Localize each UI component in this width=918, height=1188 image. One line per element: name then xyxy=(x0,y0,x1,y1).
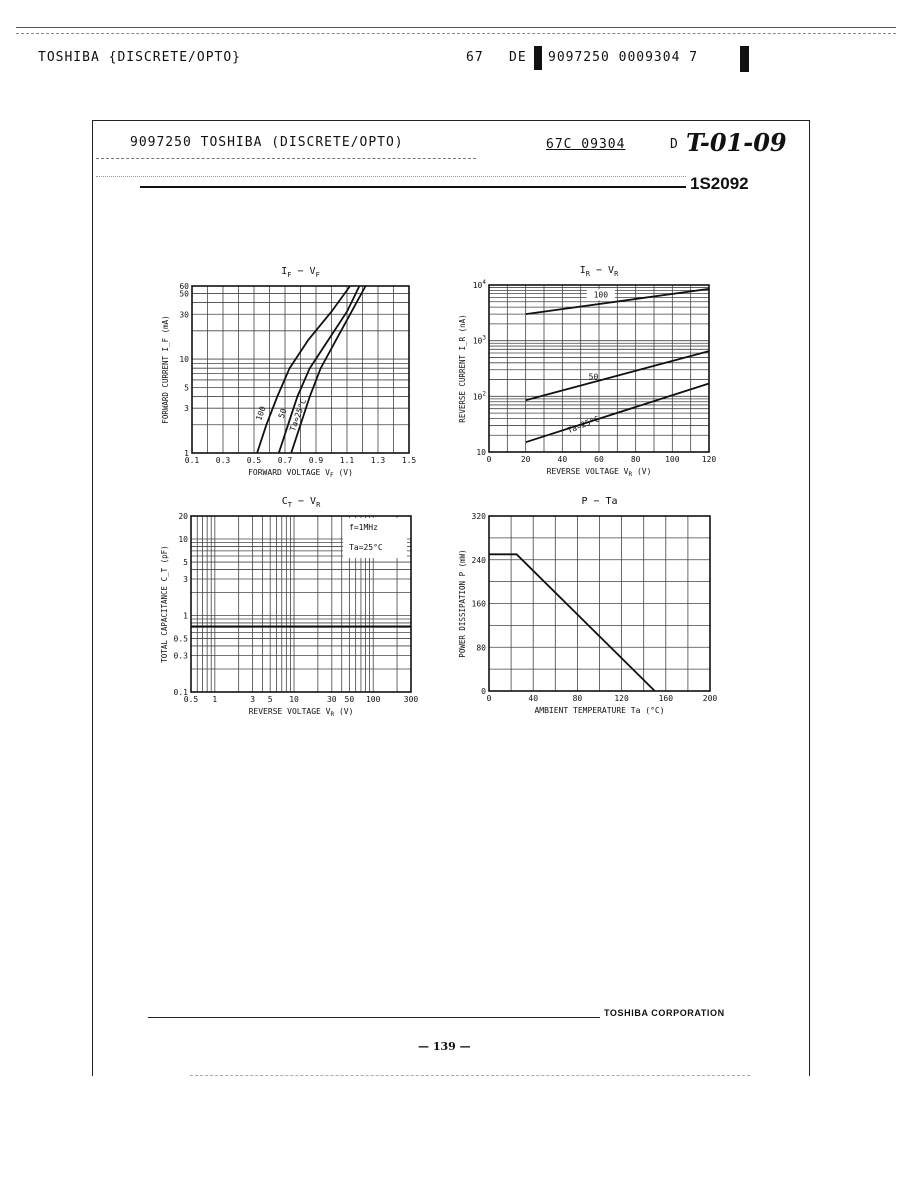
page-number: — 139 — xyxy=(418,1040,471,1053)
y-tick-label: 0.1 xyxy=(173,688,188,697)
x-tick-label: 30 xyxy=(326,695,337,704)
x-tick-label: 3 xyxy=(250,695,256,704)
y-tick-exponent: 4 xyxy=(482,279,486,286)
xlabel-main: FORWARD VOLTAGE V xyxy=(248,468,330,477)
x-tick-label: 1 xyxy=(212,695,218,704)
y-tick-exponent: 2 xyxy=(482,390,486,398)
xlabel-rest: (V) xyxy=(334,707,354,716)
x-tick-label: 5 xyxy=(267,695,273,704)
footer-rule xyxy=(148,1017,600,1018)
header-de: DE xyxy=(509,50,527,65)
y-tick-label: 0.5 xyxy=(173,634,188,644)
xlabel-sub: F xyxy=(330,472,334,479)
y-tick-label: 240 xyxy=(471,555,486,565)
chart-title xyxy=(282,496,321,509)
x-tick-label: 100 xyxy=(365,695,381,704)
annotation-text: f=1MHz xyxy=(349,523,378,532)
series-line-1 xyxy=(257,286,350,453)
title-sub: T xyxy=(287,501,292,509)
x-axis-label xyxy=(547,467,652,478)
x-axis-label xyxy=(249,707,354,718)
title-rest: − V xyxy=(291,496,317,507)
y-tick-label: 10 xyxy=(178,535,188,545)
x-tick-label: 0.1 xyxy=(184,456,200,465)
header-code: 67 xyxy=(466,50,484,65)
x-axis-label xyxy=(248,468,353,479)
xlabel-main: REVERSE VOLTAGE V xyxy=(546,467,629,476)
y-tick-label: 10 xyxy=(179,355,189,365)
x-tick-label: 80 xyxy=(572,694,583,703)
title-sub2: F xyxy=(315,271,320,279)
y-tick-label: 80 xyxy=(476,643,486,653)
series-label: 50 xyxy=(588,372,599,382)
frame-header-left: 9097250 TOSHIBA (DISCRETE/OPTO) xyxy=(130,135,404,150)
x-tick-label: 0.5 xyxy=(183,695,199,704)
y-tick-exponent: 3 xyxy=(482,334,486,342)
chart-2 xyxy=(458,265,716,478)
y-tick-label: $10^4$ xyxy=(472,279,486,290)
header-numbers: 9097250 0009304 7 xyxy=(548,50,699,65)
y-axis-label: FORWARD CURRENT I_F (mA) xyxy=(161,315,170,424)
x-tick-label: 120 xyxy=(701,455,717,464)
series-label: 100 xyxy=(254,405,268,422)
y-tick-label: 0 xyxy=(481,687,486,696)
title-main: C xyxy=(281,496,288,507)
title-sub2: R xyxy=(316,501,321,509)
series-label: Ta=25°C xyxy=(566,414,601,436)
y-tick-label: 1 xyxy=(184,449,189,458)
y-tick-label: 0.3 xyxy=(173,651,188,661)
title-main: P − Ta xyxy=(581,496,618,507)
footer-corporation: TOSHIBA CORPORATION xyxy=(604,1008,725,1018)
y-tick-label: 60 xyxy=(179,282,189,291)
y-tick-label: 50 xyxy=(179,289,189,299)
x-axis-label xyxy=(534,706,664,715)
series-label: 50 xyxy=(276,407,289,420)
y-axis-label: TOTAL CAPACITANCE C_T (pF) xyxy=(160,545,169,663)
y-tick-label: 1 xyxy=(183,611,188,621)
title-sub2: R xyxy=(614,270,619,278)
x-tick-label: 10 xyxy=(289,695,299,704)
x-tick-label: 0 xyxy=(486,455,492,464)
xlabel-main: AMBIENT TEMPERATURE Ta (°C) xyxy=(534,706,665,715)
y-tick-label: 320 xyxy=(471,512,486,521)
series-line-3 xyxy=(291,286,365,453)
part-number: 1S2092 xyxy=(690,174,749,193)
chart-title xyxy=(281,266,320,279)
chart-1 xyxy=(161,266,416,479)
x-tick-label: 160 xyxy=(658,694,674,703)
x-tick-label: 60 xyxy=(594,455,604,464)
x-tick-label: 0.3 xyxy=(215,456,231,465)
x-tick-label: 40 xyxy=(557,455,568,464)
x-tick-label: 20 xyxy=(520,455,531,464)
x-tick-label: 0 xyxy=(486,694,492,703)
y-tick-label: $10^3$ xyxy=(472,334,486,346)
title-sub: F xyxy=(287,271,292,279)
x-tick-label: 200 xyxy=(702,694,718,703)
header-left: TOSHIBA {DISCRETE/OPTO} xyxy=(38,50,242,65)
x-tick-label: 40 xyxy=(528,694,539,703)
title-rest: − V xyxy=(589,265,615,276)
x-tick-label: 100 xyxy=(665,455,680,464)
y-tick-label: 5 xyxy=(183,558,188,568)
series-line-1 xyxy=(489,554,655,691)
xlabel-sub: R xyxy=(330,711,335,718)
xlabel-rest: (V) xyxy=(333,468,353,477)
y-tick-label: 3 xyxy=(183,575,188,585)
y-tick-label: 3 xyxy=(184,404,189,414)
y-tick-label: 5 xyxy=(184,383,189,393)
xlabel-main: REVERSE VOLTAGE V xyxy=(248,707,331,716)
x-tick-label: 1.5 xyxy=(401,456,417,465)
y-tick-label: $10^2$ xyxy=(472,390,486,402)
y-tick-label: 20 xyxy=(178,512,188,521)
bottom-scan-line xyxy=(190,1075,750,1076)
title-sub: R xyxy=(585,270,590,278)
y-tick-label: 30 xyxy=(179,310,189,320)
x-tick-label: 0.5 xyxy=(246,456,262,465)
x-tick-label: 1.1 xyxy=(339,456,355,465)
x-tick-label: 300 xyxy=(403,695,419,704)
chart-title xyxy=(580,265,619,278)
x-tick-label: 0.9 xyxy=(308,456,324,465)
y-tick-label: 10 xyxy=(476,448,486,457)
x-tick-label: 1.3 xyxy=(370,456,386,465)
annotation-text: Ta=25°C xyxy=(349,543,383,552)
chart-3 xyxy=(160,496,418,718)
title-main: I xyxy=(579,265,586,276)
handwritten-code: T-01-09 xyxy=(686,128,787,157)
x-tick-label: 50 xyxy=(344,695,355,704)
chart-4 xyxy=(458,496,717,715)
x-tick-label: 80 xyxy=(630,455,641,464)
title-rest: − V xyxy=(291,266,316,277)
y-axis-label: POWER DISSIPATION P (mW) xyxy=(458,549,467,658)
y-tick-label: 160 xyxy=(471,599,486,609)
y-axis-label: REVERSE CURRENT I_R (nA) xyxy=(458,314,467,423)
x-tick-label: 120 xyxy=(614,694,629,703)
series-label: 100 xyxy=(593,290,609,300)
xlabel-sub: R xyxy=(628,471,633,478)
x-tick-label: 0.7 xyxy=(277,456,293,465)
xlabel-rest: (V) xyxy=(632,467,652,476)
frame-header-code: 67C 09304 xyxy=(546,137,626,152)
frame-header-d: D xyxy=(670,137,679,152)
chart-title xyxy=(581,496,617,507)
title-main: I xyxy=(281,266,288,277)
series-label: Ta=25°C xyxy=(288,397,309,433)
